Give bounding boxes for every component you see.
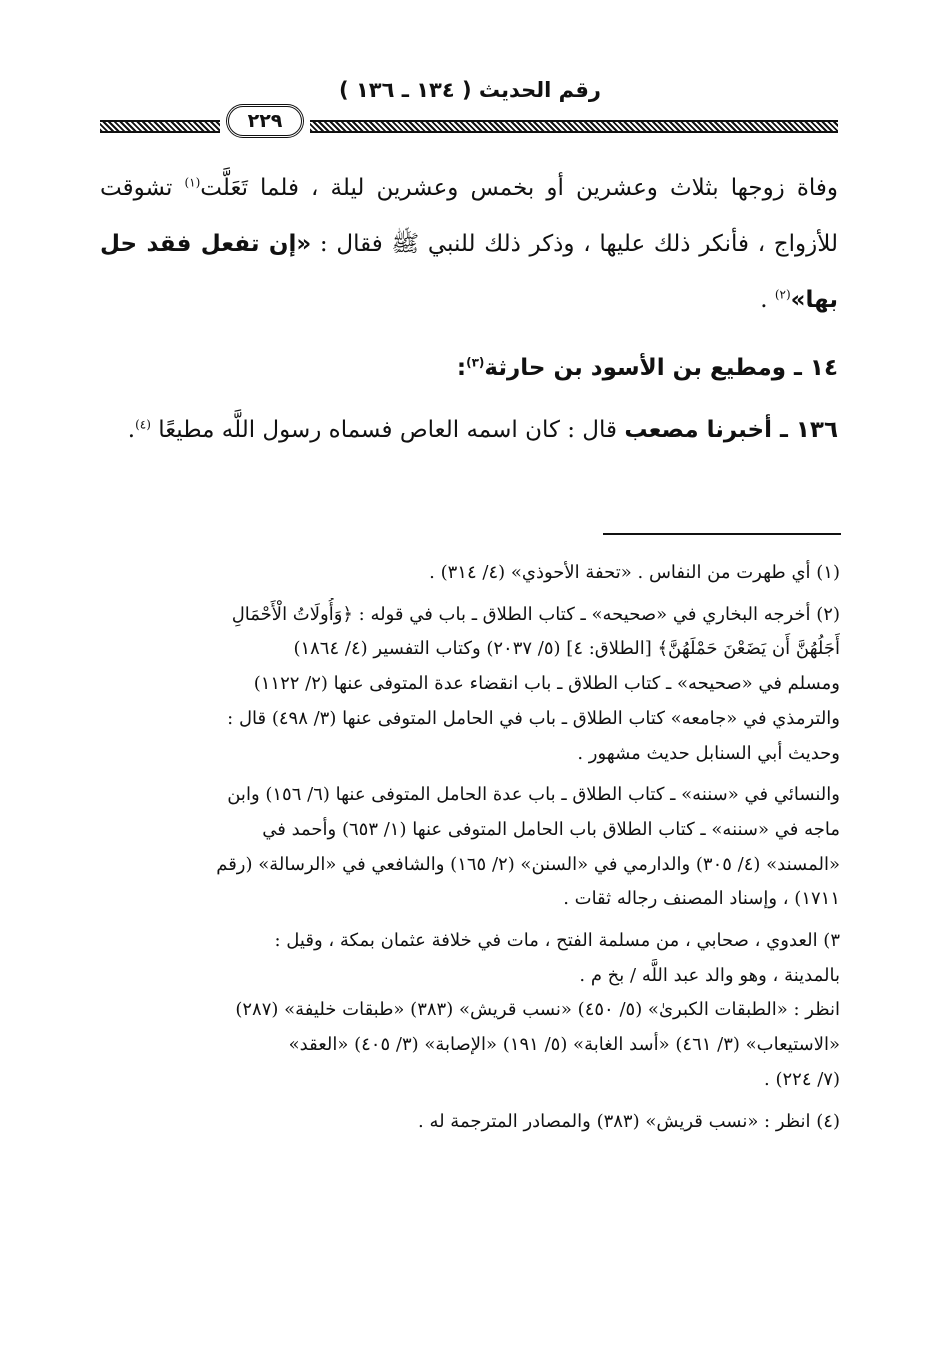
paragraph-end: . [760,287,775,313]
hadith-number: ١٣٦ ـ أخبرنا مصعب [624,417,838,443]
footnote-line: (٧/ ٢٢٤) . [764,1068,840,1090]
footnote-line: «الاستيعاب» (٣/ ٤٦١) «أسد الغابة» (٥/ ١٩١) «الإصابة» (٣/ ٤٠٥) «العقد» [288,1034,840,1056]
footnote-line: انظر : «الطبقات الكبرىٰ» (٥/ ٤٥٠) «نسب قريش» (٣٨٣) «طبقات خليفة» (٢٨٧) [235,999,840,1021]
prophet-quote: «إن تفعل فقد حل بها» [100,231,838,313]
footnote-2 [100,598,840,772]
footnote-1 [100,556,840,591]
footnote-line: (٢) أخرجه البخاري في «صحيحه» ـ كتاب الطلاق ـ باب في قوله : ﴿وَأُولَاتُ الْأَحْمَالِ [231,603,840,625]
heading-end: : [456,355,467,381]
paragraph-text: وفاة زوجها بثلاث وعشرين أو بخمس وعشرين ليلة ، فلما تَعَلَّت [200,175,838,201]
paragraph-text: تشوقت للأزواج ، فأنكر ذلك عليها ، وذكر ذلك للنبي ﷺ فقال : [100,175,838,257]
footnote-2-continued [100,778,840,917]
main-text [100,160,838,458]
footnote-line: «المسند» (٤/ ٣٠٥) والدارمي في «السنن» (٢/ ١٦٥) والشافعي في «الرسالة» (رقم [216,853,840,875]
footnote-ref: (٤) [135,417,151,432]
footnotes [100,556,840,1146]
footnote-separator [603,533,841,535]
footnote-line: أَجَلُهُنَّ أَن يَضَعْنَ حَمْلَهُنَّ﴾ [الطلاق: ٤] (٥/ ٢٠٣٧) وكتاب التفسير (٤/ ١٨٦٤) [293,638,840,660]
footnote-line: ماجه في «سننه» ـ كتاب الطلاق باب الحامل المتوفى عنها (١/ ٦٥٣) وأحمد في [262,818,840,840]
footnote-line: (١) أي طهرت من النفاس . «تحفة الأحوذي» (٤/ ٣١٤) . [429,562,840,583]
heading-text: ١٤ ـ ومطيع بن الأسود بن حارثة [484,355,838,381]
header-rule-right [310,120,838,133]
footnote-line: وحديث أبي السنابل حديث مشهور . [577,742,840,764]
footnote-line: والترمذي في «جامعه» كتاب الطلاق ـ باب في الحامل المتوفى عنها (٣/ ٤٩٨) قال : [227,707,840,729]
footnote-line: ١٧١١) ، وإسناد المصنف رجاله ثقات . [563,888,840,910]
section-heading [100,338,838,398]
paragraph-hadith-136 [100,402,838,458]
footnote-ref: (٣) [466,355,485,370]
footnote-line: ومسلم في «صحيحه» ـ كتاب الطلاق ـ باب انقضاء عدة المتوفى عنها (٢/ ١١٢٢) [253,673,840,695]
running-title: رقم الحديث ( ١٣٤ ـ ١٣٦ ) [339,78,601,102]
paragraph-end: . [127,417,136,443]
paragraph-hadith-135 [100,160,838,328]
footnote-line: (٤) انظر : «نسب قريش» (٣٨٣) والمصادر المترجمة له . [418,1110,840,1132]
paragraph-text: قال : كان اسمه العاص فسماه رسول اللَّه مطيعًا [150,417,625,443]
header-rule-left [100,120,220,133]
footnote-3 [100,924,840,1098]
footnote-ref: (٢) [774,287,791,302]
footnote-line: بالمدينة ، وهو والد عبد اللَّه / بخ م . [579,964,840,986]
footnote-line: والنسائي في «سننه» ـ كتاب الطلاق ـ باب عدة الحامل المتوفى عنها (٦/ ١٥٦) وابن [227,784,840,806]
page-number: ٢٢٩ [226,104,304,138]
footnote-line: ٣) العدوي ، صحابي ، من مسلمة الفتح ، مات في خلافة عثمان بمكة ، وقيل : [274,930,840,952]
footnote-4 [100,1105,840,1140]
footnote-ref: (١) [184,175,201,190]
